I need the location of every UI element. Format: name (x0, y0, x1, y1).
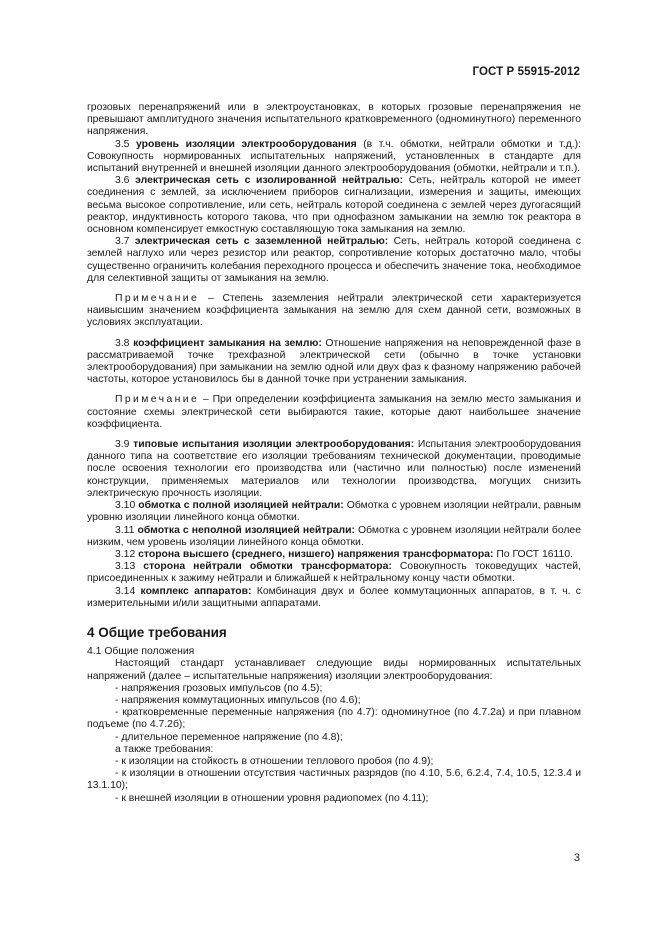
list-item: - к изоляции на стойкость в отношении теплового пробоя (по 4.9); (115, 755, 434, 767)
definition-3-5: 3.5 уровень изоляции электрооборудования (в т.ч. обмотки, нейтрали обмотки и т.д.): Совокупность нормированных испытательных напряжений, установленных в стандарте для испытаний внутренней и внешней изоляции данного электрооборудования (обмотки, нейтрали и т.п.). (87, 138, 582, 175)
list-item: - к изоляции в отношении отсутствия частичных разрядов (по 4.10, 5.6, 6.2.4, 7.4, 10.5, 12.3.4 и 13.1.10); (87, 768, 581, 792)
definition-3-14: 3.14 комплекс аппаратов: Комбинация двух и более коммутационных аппаратов, в т. ч. с измерительными и/или защитными аппаратами. (87, 585, 582, 609)
section-paragraph: Настоящий стандарт устанавливает следующие виды нормированных испытательных напряжений (далее – испытательные напряжения) изоляции электрооборудования: (87, 658, 581, 682)
term: обмотка с неполной изоляцией нейтрали: (137, 524, 355, 536)
list-item: - напряжения коммутационных импульсов (по 4.6); (115, 694, 361, 706)
document-code: ГОСТ Р 55915-2012 (472, 66, 580, 78)
definition-3-11: 3.11 обмотка с неполной изоляцией нейтрали: Обмотка с уровнем изоляции нейтрали более низким, чем уровень изоляции линейного конца обмотки. (87, 524, 581, 548)
list-item: а также требования: (115, 743, 214, 755)
page-number: 3 (573, 852, 580, 864)
note-2: Примечание – При определении коэффициента замыкания на землю место замыкания и состояние схемы электрической сети выбираются такие, которые дают наибольшее значение коэффициента. (87, 394, 581, 430)
note-label: Примечание (115, 293, 200, 305)
term: электрическая сеть с изолированной нейтралью: (135, 175, 404, 187)
term: коэффициент замыкания на землю: (133, 337, 322, 349)
note-1: Примечание – Степень заземления нейтрали электрической сети характеризуется наивысшим значением коэффициента замыкания на землю для схем данной сети, возможных в условиях эксплуатации. (87, 293, 581, 329)
definition-3-6: 3.6 электрическая сеть с изолированной нейтралью: Сеть, нейтраль которой не имеет соединения с землей, за исключением приборов сигнализации, измерения и защиты, имеющих весьма высокое сопротивление, или сеть, нейтраль которой соединена с землей через дугогасящий реактор, индуктивность которого такова, что при однофазном замыкании на землю ток реактора в основном компенсирует емкостную составляющую тока замыкания на землю. (87, 175, 581, 236)
subsection-heading: 4.1 Общие положения (87, 646, 195, 658)
term: сторона нейтрали обмотки трансформатора: (143, 561, 392, 573)
term: электрическая сеть с заземленной нейтралью: (134, 236, 389, 248)
list-item: - длительное переменное напряжение (по 4.8); (115, 731, 343, 743)
term: типовые испытания изоляции электрооборудования: (133, 439, 415, 451)
list-item: - к внешней изоляции в отношении уровня радиопомех (по 4.11); (115, 792, 429, 804)
intro-paragraph: грозовых перенапряжений или в электроустановках, в которых грозовые перенапряжения не превышают амплитудного значения испытательного кратковременного (одноминутного) переменного напряжения. (87, 102, 581, 138)
section-heading: 4 Общие требования (87, 624, 227, 640)
term: комплекс аппаратов: (140, 585, 252, 597)
document-body (87, 102, 581, 805)
list-item: - кратковременные переменные напряжения (по 4.7): одноминутное (по 4.7.2а) и при плавном подъеме (по 4.7.2б); (87, 707, 581, 731)
definition-3-10: 3.10 обмотка с полной изоляцией нейтрали: Обмотка с уровнем изоляции нейтрали, равным уровню изоляции линейного конца обмотки. (87, 500, 581, 524)
definition-3-7: 3.7 электрическая сеть с заземленной нейтралью: Сеть, нейтраль которой соединена с землей наглухо или через резистор или реактор, сопротивление которых достаточно мало, чтобы существенно ограничить колебания переходного процесса и обеспечить значение тока, необходимое для селективной защиты от замыкания на землю. (87, 236, 582, 284)
definition-3-12: 3.12 сторона высшего (среднего, низшего) напряжения трансформатора: По ГОСТ 16110. (115, 548, 573, 560)
definition-3-13: 3.13 сторона нейтрали обмотки трансформатора: Совокупность токоведущих частей, присоединенных к зажиму нейтрали и ближайшей к нейтральному концу части обмотки. (87, 561, 581, 585)
term: обмотка с полной изоляцией нейтрали: (138, 500, 344, 512)
list-item: - напряжения грозовых импульсов (по 4.5); (115, 682, 323, 694)
definition-3-8: 3.8 коэффициент замыкания на землю: Отношение напряжения на неповрежденной фазе в рассматриваемой точке трехфазной электрической сети (обычно в точке установки электрооборудования) при замыкании на землю одной или двух фаз к фазному напряжению рабочей частоты, которое установилось бы в данной точке при устранении замыкания. (87, 337, 581, 386)
term: уровень изоляции электрооборудования (136, 138, 357, 150)
note-label: Примечание (115, 394, 200, 406)
definition-3-9: 3.9 типовые испытания изоляции электрооборудования: Испытания электрооборудования данного типа на соответствие его изоляции требованиям технической документации, проводимые после освоения технологии его производства или (частично или полностью) после изменений конструкции, применяемых материалов или технологии производства, могущих снизить электрическую прочность изоляции. (87, 439, 582, 499)
term: сторона высшего (среднего, низшего) напряжения трансформатора: (138, 548, 494, 560)
